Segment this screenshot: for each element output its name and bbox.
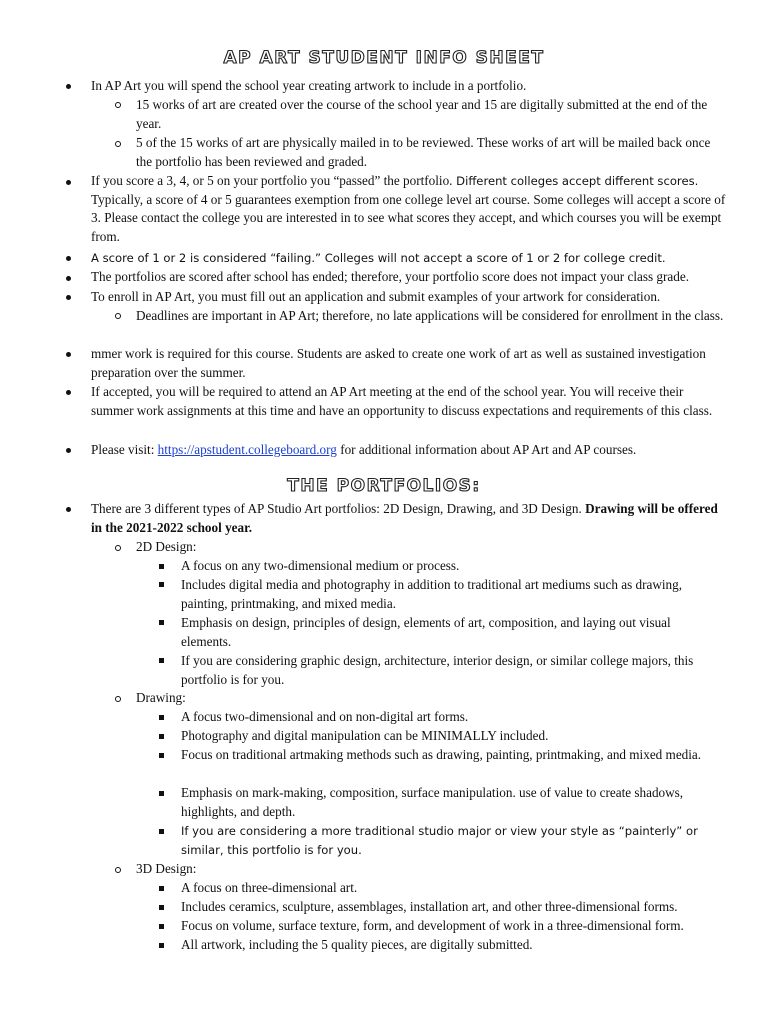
list-item-text: A score of 1 or 2 is considered “failing.” Colleges will not accept a score of 1 or 2 for college credit. xyxy=(91,251,666,265)
sub-list-item-text: 15 works of art are created over the course of the school year and 15 are digitally submitted at the end of the year. xyxy=(136,97,708,131)
bullet-icon xyxy=(66,448,71,453)
detail-item-text: A focus on three-dimensional art. xyxy=(181,880,358,895)
sub-list-item-label: 2D Design: xyxy=(136,539,197,554)
list-item-text: To enroll in AP Art, you must fill out an application and submit examples of your artwork for consideration. xyxy=(91,289,661,304)
square-bullet-icon xyxy=(159,582,164,587)
detail-item-text: If you are considering a more traditional studio major or view your style as “painterly” or similar, this portfolio is for you. xyxy=(181,824,698,857)
detail-item-text: Includes ceramics, sculpture, assemblages, installation art, and other three-dimensional forms. xyxy=(181,899,678,914)
score-text: If you score a 3, 4, or 5 on your portfolio you “passed” the portfolio. xyxy=(91,173,453,188)
circle-bullet-icon xyxy=(115,313,121,319)
detail-item-text: Photography and digital manipulation can be MINIMALLY included. xyxy=(181,728,549,743)
square-bullet-icon xyxy=(159,791,164,796)
list-item-text xyxy=(91,441,731,460)
collegeboard-link[interactable]: https://apstudent.collegeboard.org xyxy=(157,442,337,457)
square-bullet-icon xyxy=(159,620,164,625)
detail-item-text: Emphasis on design, principles of design, elements of art, composition, and laying out visual elements. xyxy=(181,615,671,649)
list-item-text: If accepted, you will be required to attend an AP Art meeting at the end of the school year. You will receive their summer work assignments at this time and have an opportunity to discuss expectations and requirements of this class. xyxy=(91,384,713,418)
detail-item-text: Focus on volume, surface texture, form, and development of work in a three-dimensional form. xyxy=(181,918,684,933)
bullet-icon xyxy=(66,390,71,395)
portfolio-intro-bold: Drawing will be offered in the 2021-2022 school year. xyxy=(91,501,718,535)
score-text-rest: Typically, a score of 4 or 5 guarantees exemption from one college level art course. Some colleges will accept a score of 3. Please contact the college you are interested in to see what scores they accept, and which courses you will be exempt from. xyxy=(91,191,726,244)
bullet-icon xyxy=(66,295,71,300)
square-bullet-icon xyxy=(159,734,164,739)
visit-suffix: for additional information about AP Art and AP courses. xyxy=(336,442,637,457)
list-item-text: The portfolios are scored after school has ended; therefore, your portfolio score does not impact your class grade. xyxy=(91,269,689,284)
detail-item-text: A focus on any two-dimensional medium or process. xyxy=(181,558,460,573)
portfolio-intro: There are 3 different types of AP Studio Art portfolios: 2D Design, Drawing, and 3D Design. xyxy=(91,501,582,516)
square-bullet-icon xyxy=(159,886,164,891)
page-title: AP ART STUDENT INFO SHEET xyxy=(223,48,545,68)
square-bullet-icon xyxy=(159,829,164,834)
detail-item-text: Includes digital media and photography in addition to traditional art mediums such as drawing, painting, printmaking, and mixed media. xyxy=(181,577,683,611)
detail-item-text: Emphasis on mark-making, composition, surface manipulation. use of value to create shadows, highlights, and depth. xyxy=(181,785,684,819)
square-bullet-icon xyxy=(159,924,164,929)
square-bullet-icon xyxy=(159,905,164,910)
list-item-text: mmer work is required for this course. Students are asked to create one work of art as well as sustained investigation preparation over the summer. xyxy=(91,346,706,380)
square-bullet-icon xyxy=(159,943,164,948)
bullet-icon xyxy=(66,84,71,89)
circle-bullet-icon xyxy=(115,545,121,551)
list-item-text xyxy=(91,500,719,537)
circle-bullet-icon xyxy=(115,696,121,702)
detail-item-text: All artwork, including the 5 quality pieces, are digitally submitted. xyxy=(181,937,533,952)
bullet-icon xyxy=(66,352,71,357)
circle-bullet-icon xyxy=(115,102,121,108)
bullet-icon xyxy=(66,180,71,185)
list-item-text xyxy=(91,172,727,246)
circle-bullet-icon xyxy=(115,141,121,147)
square-bullet-icon xyxy=(159,715,164,720)
sub-list-item-label: 3D Design: xyxy=(136,861,197,876)
sub-list-item-text: Deadlines are important in AP Art; therefore, no late applications will be considered for enrollment in the class. xyxy=(136,308,724,323)
bullet-icon xyxy=(66,276,71,281)
circle-bullet-icon xyxy=(115,867,121,873)
score-text-alt: Different colleges accept different scores. xyxy=(452,174,699,188)
list-item-text: In AP Art you will spend the school year creating artwork to include in a portfolio. xyxy=(91,78,527,93)
square-bullet-icon xyxy=(159,564,164,569)
square-bullet-icon xyxy=(159,658,164,663)
detail-item-text: A focus two-dimensional and on non-digital art forms. xyxy=(181,709,469,724)
visit-prefix: Please visit: xyxy=(91,442,158,457)
section-heading: THE PORTFOLIOS: xyxy=(287,476,481,496)
sub-list-item-label: Drawing: xyxy=(136,690,186,705)
bullet-icon xyxy=(66,507,71,512)
bullet-icon xyxy=(66,256,71,261)
detail-item-text: If you are considering graphic design, architecture, interior design, or similar college majors, this portfolio is for you. xyxy=(181,653,694,687)
sub-list-item-text: 5 of the 15 works of art are physically mailed in to be reviewed. These works of art will be mailed back once the portfolio has been reviewed and graded. xyxy=(136,135,711,169)
detail-item-text: Focus on traditional artmaking methods such as drawing, painting, printmaking, and mixed media. xyxy=(181,747,702,762)
square-bullet-icon xyxy=(159,753,164,758)
